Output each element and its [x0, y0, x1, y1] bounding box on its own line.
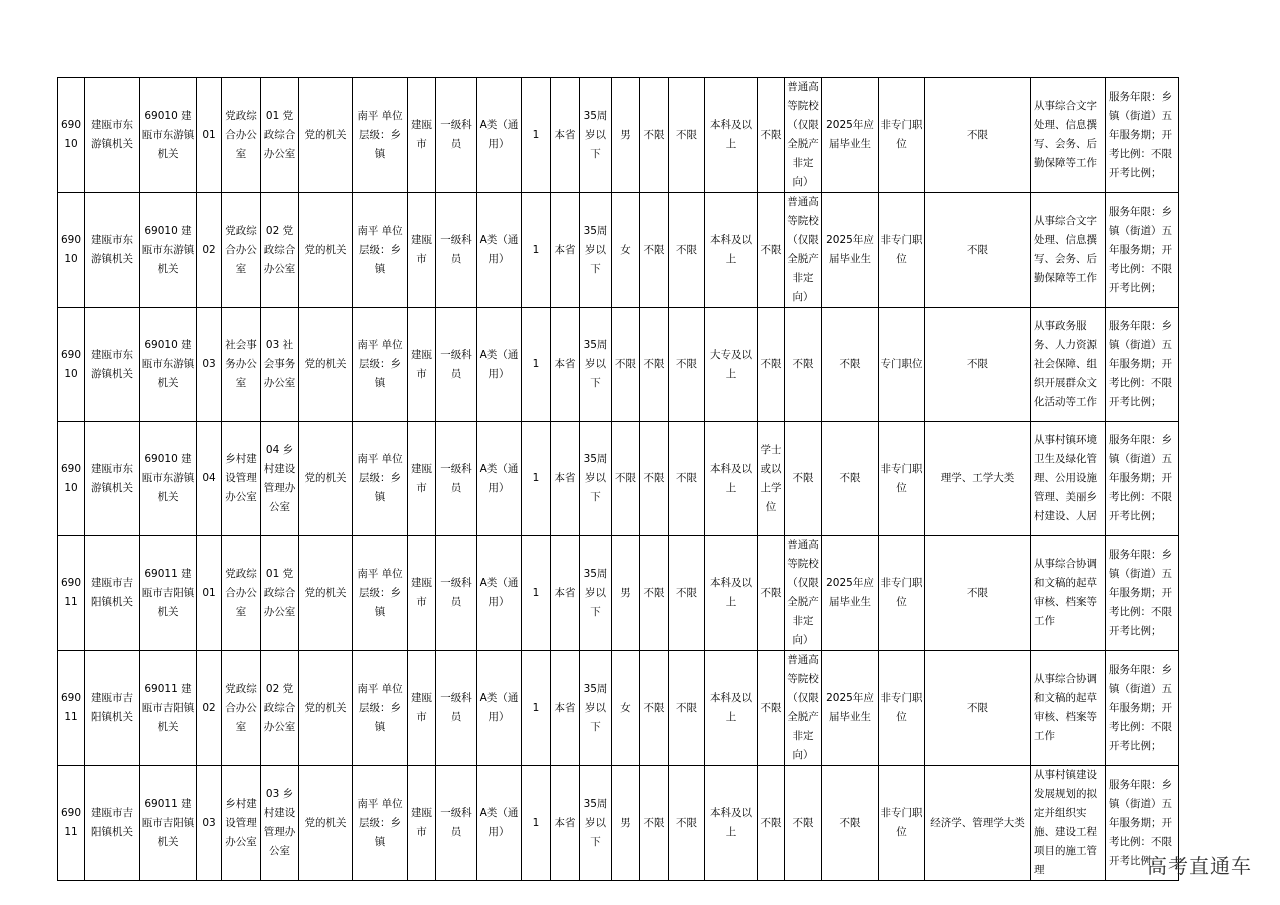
post-category-cell: 专门职位 [879, 308, 925, 422]
graduate-cell: 不限 [822, 766, 879, 881]
quota-cell: 1 [522, 536, 551, 651]
age-cell: 35周岁以下 [580, 78, 612, 193]
quota-cell: 1 [522, 422, 551, 536]
graduate-cell: 2025年应届毕业生 [822, 651, 879, 766]
gender-cell: 不限 [612, 422, 640, 536]
county-cell: 建瓯市 [408, 536, 436, 651]
graduate-cell: 不限 [822, 308, 879, 422]
rank-cell: 一级科员 [436, 78, 477, 193]
rank-cell: 一级科员 [436, 766, 477, 881]
education-cell: 本科及以上 [705, 536, 758, 651]
duty-cell: 从事综合文字处理、信息撰写、会务、后勤保障等工作 [1031, 193, 1106, 308]
recruitment-table [57, 77, 1179, 881]
post-category-cell: 非专门职位 [879, 78, 925, 193]
level-cell: 南平 单位层级：乡镇 [353, 766, 408, 881]
rank-cell: 一级科员 [436, 422, 477, 536]
gender-cell: 男 [612, 536, 640, 651]
table-body [58, 78, 1179, 881]
post-category-cell: 非专门职位 [879, 651, 925, 766]
degree-cell: 不限 [758, 78, 785, 193]
major-cell: 不限 [925, 308, 1031, 422]
origin-cell: 本省 [551, 766, 580, 881]
level-cell: 南平 单位层级：乡镇 [353, 651, 408, 766]
post-cell: 02 党政综合办公室 [261, 193, 299, 308]
origin-cell: 本省 [551, 422, 580, 536]
note-cell: 服务年限：乡镇（街道）五年服务期；开考比例：不限开考比例； [1106, 308, 1179, 422]
post-cell: 02 党政综合办公室 [261, 651, 299, 766]
unit-cell: 建瓯市吉阳镇机关 [85, 651, 140, 766]
seq-cell: 02 [197, 651, 222, 766]
post-code-cell: 69011 建瓯市吉阳镇机关 [140, 536, 197, 651]
origin-cell: 本省 [551, 78, 580, 193]
origin-cell: 本省 [551, 536, 580, 651]
level-cell: 南平 单位层级：乡镇 [353, 308, 408, 422]
condition-cell: 不限 [640, 308, 669, 422]
seq-cell: 03 [197, 766, 222, 881]
condition-cell: 不限 [640, 651, 669, 766]
degree-cell: 不限 [758, 536, 785, 651]
quota-cell: 1 [522, 193, 551, 308]
post-cell: 01 党政综合办公室 [261, 536, 299, 651]
age-cell: 35周岁以下 [580, 308, 612, 422]
level-cell: 南平 单位层级：乡镇 [353, 78, 408, 193]
education-cell: 本科及以上 [705, 422, 758, 536]
unit-type-cell: 党的机关 [299, 78, 353, 193]
seq-cell: 01 [197, 536, 222, 651]
duty-cell: 从事村镇建设发展规划的拟定并组织实施、建设工程项目的施工管理 [1031, 766, 1106, 881]
unit-cell: 建瓯市东游镇机关 [85, 78, 140, 193]
unit-type-cell: 党的机关 [299, 766, 353, 881]
condition-cell: 不限 [640, 193, 669, 308]
unit-type-cell: 党的机关 [299, 422, 353, 536]
note-cell: 服务年限：乡镇（街道）五年服务期；开考比例：不限开考比例； [1106, 422, 1179, 536]
condition-cell: 不限 [640, 422, 669, 536]
condition-cell: 不限 [669, 766, 705, 881]
quota-cell: 1 [522, 78, 551, 193]
degree-cell: 学士或以上学位 [758, 422, 785, 536]
dept-cell: 党政综合办公室 [222, 193, 261, 308]
school-cell: 不限 [785, 308, 822, 422]
major-cell: 不限 [925, 536, 1031, 651]
unit-cell: 建瓯市吉阳镇机关 [85, 536, 140, 651]
post-category-cell: 非专门职位 [879, 536, 925, 651]
education-cell: 大专及以上 [705, 308, 758, 422]
note-cell: 服务年限：乡镇（街道）五年服务期；开考比例：不限开考比例； [1106, 651, 1179, 766]
county-cell: 建瓯市 [408, 193, 436, 308]
degree-cell: 不限 [758, 193, 785, 308]
note-cell: 服务年限：乡镇（街道）五年服务期；开考比例：不限开考比例； [1106, 766, 1179, 881]
code-cell: 69010 [58, 78, 85, 193]
rank-cell: 一级科员 [436, 308, 477, 422]
code-cell: 69011 [58, 766, 85, 881]
post-cell: 01 党政综合办公室 [261, 78, 299, 193]
school-cell: 不限 [785, 766, 822, 881]
exam-type-cell: A类（通用） [477, 193, 522, 308]
unit-cell: 建瓯市东游镇机关 [85, 193, 140, 308]
code-cell: 69010 [58, 422, 85, 536]
duty-cell: 从事综合协调和文稿的起草审核、档案等工作 [1031, 651, 1106, 766]
post-code-cell: 69010 建瓯市东游镇机关 [140, 78, 197, 193]
gender-cell: 男 [612, 78, 640, 193]
condition-cell: 不限 [640, 536, 669, 651]
graduate-cell: 2025年应届毕业生 [822, 536, 879, 651]
seq-cell: 03 [197, 308, 222, 422]
post-code-cell: 69011 建瓯市吉阳镇机关 [140, 651, 197, 766]
duty-cell: 从事政务服务、人力资源社会保障、组织开展群众文化活动等工作 [1031, 308, 1106, 422]
graduate-cell: 2025年应届毕业生 [822, 193, 879, 308]
major-cell: 不限 [925, 651, 1031, 766]
code-cell: 69010 [58, 193, 85, 308]
post-cell: 03 乡村建设管理办公室 [261, 766, 299, 881]
unit-cell: 建瓯市吉阳镇机关 [85, 766, 140, 881]
note-cell: 服务年限：乡镇（街道）五年服务期；开考比例：不限开考比例； [1106, 193, 1179, 308]
dept-cell: 乡村建设管理办公室 [222, 422, 261, 536]
major-cell: 理学、工学大类 [925, 422, 1031, 536]
post-code-cell: 69011 建瓯市吉阳镇机关 [140, 766, 197, 881]
dept-cell: 党政综合办公室 [222, 78, 261, 193]
county-cell: 建瓯市 [408, 308, 436, 422]
origin-cell: 本省 [551, 651, 580, 766]
education-cell: 本科及以上 [705, 78, 758, 193]
dept-cell: 党政综合办公室 [222, 651, 261, 766]
post-cell: 03 社会事务办公室 [261, 308, 299, 422]
rank-cell: 一级科员 [436, 536, 477, 651]
age-cell: 35周岁以下 [580, 193, 612, 308]
origin-cell: 本省 [551, 193, 580, 308]
quota-cell: 1 [522, 766, 551, 881]
school-cell: 普通高等院校（仅限全脱产非定向） [785, 193, 822, 308]
post-category-cell: 非专门职位 [879, 193, 925, 308]
exam-type-cell: A类（通用） [477, 536, 522, 651]
seq-cell: 02 [197, 193, 222, 308]
school-cell: 普通高等院校（仅限全脱产非定向） [785, 536, 822, 651]
degree-cell: 不限 [758, 651, 785, 766]
note-cell: 服务年限：乡镇（街道）五年服务期；开考比例：不限开考比例； [1106, 536, 1179, 651]
code-cell: 69010 [58, 308, 85, 422]
condition-cell: 不限 [669, 536, 705, 651]
watermark: 高考直通车 [1147, 854, 1252, 878]
degree-cell: 不限 [758, 308, 785, 422]
seq-cell: 01 [197, 78, 222, 193]
county-cell: 建瓯市 [408, 766, 436, 881]
note-cell: 服务年限：乡镇（街道）五年服务期；开考比例：不限开考比例； [1106, 78, 1179, 193]
post-cell: 04 乡村建设管理办公室 [261, 422, 299, 536]
school-cell: 普通高等院校（仅限全脱产非定向） [785, 78, 822, 193]
post-category-cell: 非专门职位 [879, 766, 925, 881]
age-cell: 35周岁以下 [580, 766, 612, 881]
post-code-cell: 69010 建瓯市东游镇机关 [140, 193, 197, 308]
graduate-cell: 不限 [822, 422, 879, 536]
county-cell: 建瓯市 [408, 651, 436, 766]
condition-cell: 不限 [640, 766, 669, 881]
condition-cell: 不限 [669, 422, 705, 536]
county-cell: 建瓯市 [408, 422, 436, 536]
unit-type-cell: 党的机关 [299, 536, 353, 651]
gender-cell: 男 [612, 766, 640, 881]
rank-cell: 一级科员 [436, 651, 477, 766]
table-row [58, 536, 1179, 651]
exam-type-cell: A类（通用） [477, 766, 522, 881]
age-cell: 35周岁以下 [580, 651, 612, 766]
unit-type-cell: 党的机关 [299, 193, 353, 308]
code-cell: 69011 [58, 536, 85, 651]
unit-type-cell: 党的机关 [299, 651, 353, 766]
table-row [58, 651, 1179, 766]
level-cell: 南平 单位层级：乡镇 [353, 193, 408, 308]
table-row [58, 193, 1179, 308]
major-cell: 不限 [925, 193, 1031, 308]
unit-cell: 建瓯市东游镇机关 [85, 308, 140, 422]
county-cell: 建瓯市 [408, 78, 436, 193]
degree-cell: 不限 [758, 766, 785, 881]
seq-cell: 04 [197, 422, 222, 536]
graduate-cell: 2025年应届毕业生 [822, 78, 879, 193]
post-code-cell: 69010 建瓯市东游镇机关 [140, 422, 197, 536]
condition-cell: 不限 [669, 308, 705, 422]
rank-cell: 一级科员 [436, 193, 477, 308]
unit-cell: 建瓯市东游镇机关 [85, 422, 140, 536]
origin-cell: 本省 [551, 308, 580, 422]
gender-cell: 女 [612, 651, 640, 766]
condition-cell: 不限 [669, 78, 705, 193]
table-row [58, 422, 1179, 536]
exam-type-cell: A类（通用） [477, 422, 522, 536]
post-category-cell: 非专门职位 [879, 422, 925, 536]
age-cell: 35周岁以下 [580, 536, 612, 651]
level-cell: 南平 单位层级：乡镇 [353, 422, 408, 536]
school-cell: 不限 [785, 422, 822, 536]
dept-cell: 党政综合办公室 [222, 536, 261, 651]
duty-cell: 从事综合协调和文稿的起草审核、档案等工作 [1031, 536, 1106, 651]
condition-cell: 不限 [669, 193, 705, 308]
unit-type-cell: 党的机关 [299, 308, 353, 422]
code-cell: 69011 [58, 651, 85, 766]
dept-cell: 乡村建设管理办公室 [222, 766, 261, 881]
level-cell: 南平 单位层级：乡镇 [353, 536, 408, 651]
table-row [58, 766, 1179, 881]
exam-type-cell: A类（通用） [477, 651, 522, 766]
quota-cell: 1 [522, 308, 551, 422]
gender-cell: 不限 [612, 308, 640, 422]
major-cell: 经济学、管理学大类 [925, 766, 1031, 881]
age-cell: 35周岁以下 [580, 422, 612, 536]
duty-cell: 从事综合文字处理、信息撰写、会务、后勤保障等工作 [1031, 78, 1106, 193]
major-cell: 不限 [925, 78, 1031, 193]
condition-cell: 不限 [669, 651, 705, 766]
quota-cell: 1 [522, 651, 551, 766]
exam-type-cell: A类（通用） [477, 308, 522, 422]
education-cell: 本科及以上 [705, 766, 758, 881]
condition-cell: 不限 [640, 78, 669, 193]
school-cell: 普通高等院校（仅限全脱产非定向） [785, 651, 822, 766]
education-cell: 本科及以上 [705, 193, 758, 308]
education-cell: 本科及以上 [705, 651, 758, 766]
table-row [58, 78, 1179, 193]
gender-cell: 女 [612, 193, 640, 308]
duty-cell: 从事村镇环境卫生及绿化管理、公用设施管理、美丽乡村建设、人居 [1031, 422, 1106, 536]
post-code-cell: 69010 建瓯市东游镇机关 [140, 308, 197, 422]
dept-cell: 社会事务办公室 [222, 308, 261, 422]
table-row [58, 308, 1179, 422]
exam-type-cell: A类（通用） [477, 78, 522, 193]
